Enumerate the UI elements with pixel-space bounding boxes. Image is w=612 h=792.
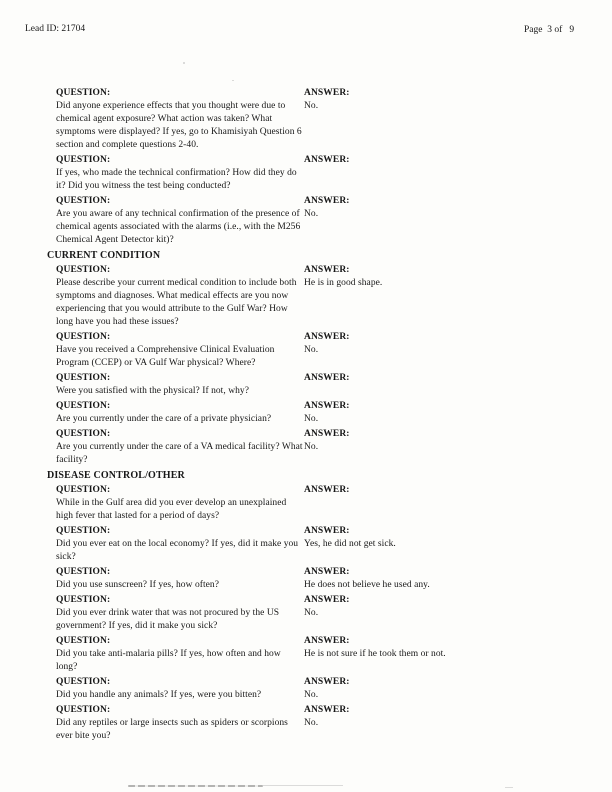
question-text: Did you ever eat on the local economy? If yes, did it make you sick? bbox=[56, 539, 299, 562]
question-column bbox=[56, 372, 303, 398]
question-label: QUESTION: bbox=[56, 595, 111, 605]
question-column bbox=[56, 428, 303, 467]
qa-row bbox=[0, 154, 612, 193]
answer-column bbox=[304, 400, 524, 426]
question-column bbox=[56, 484, 303, 523]
answer-label: ANSWER: bbox=[304, 196, 350, 206]
document-body bbox=[0, 87, 612, 745]
qa-row bbox=[0, 676, 612, 702]
question-column bbox=[56, 525, 303, 564]
question-label: QUESTION: bbox=[56, 429, 111, 439]
lead-id-text: Lead ID: 21704 bbox=[25, 24, 86, 34]
question-column bbox=[56, 566, 303, 592]
qa-row bbox=[0, 566, 612, 592]
answer-column bbox=[304, 594, 524, 633]
question-column bbox=[56, 331, 303, 370]
question-column bbox=[56, 264, 303, 329]
answer-label: ANSWER: bbox=[304, 567, 350, 577]
question-label: QUESTION: bbox=[56, 196, 111, 206]
question-column bbox=[56, 635, 303, 674]
qa-row bbox=[0, 704, 612, 743]
document-header bbox=[0, 24, 612, 40]
qa-row bbox=[0, 400, 612, 426]
answer-label: ANSWER: bbox=[304, 265, 350, 275]
question-text: Are you aware of any technical confirmation of the presence of chemical agents associated with the alarms (i.e., with the M256 Chemical Agent Detector kit)? bbox=[56, 209, 301, 245]
question-text: Did anyone experience effects that you thought were due to chemical agent exposure? What action was taken? What symptoms were displayed? If yes, go to Khamisiyah Question 6 section and complete questions 2-40. bbox=[56, 101, 302, 150]
answer-text: He is in good shape. bbox=[304, 278, 383, 288]
question-column bbox=[56, 676, 303, 702]
qa-row bbox=[0, 635, 612, 674]
question-column bbox=[56, 594, 303, 633]
qa-row bbox=[0, 331, 612, 370]
question-column bbox=[56, 704, 303, 743]
question-column bbox=[56, 400, 303, 426]
answer-label: ANSWER: bbox=[304, 401, 350, 411]
scan-artifact-speck bbox=[505, 787, 513, 788]
qa-row bbox=[0, 484, 612, 523]
answer-column bbox=[304, 428, 524, 467]
scan-artifact-speck bbox=[232, 80, 234, 81]
question-column bbox=[56, 195, 303, 247]
question-text: While in the Gulf area did you ever develop an unexplained high fever that lasted for a period of days? bbox=[56, 498, 287, 521]
scan-artifact-streak bbox=[263, 785, 343, 786]
question-label: QUESTION: bbox=[56, 88, 111, 98]
answer-label: ANSWER: bbox=[304, 677, 350, 687]
answer-column bbox=[304, 154, 524, 193]
answer-text: No. bbox=[304, 101, 319, 111]
answer-label: ANSWER: bbox=[304, 636, 350, 646]
page-number-text: Page 3 of 9 bbox=[524, 25, 575, 35]
question-label: QUESTION: bbox=[56, 636, 111, 646]
question-label: QUESTION: bbox=[56, 332, 111, 342]
question-text: Are you currently under the care of a VA medical facility? What facility? bbox=[56, 442, 303, 465]
answer-label: ANSWER: bbox=[304, 526, 350, 536]
answer-label: ANSWER: bbox=[304, 485, 350, 495]
answer-label: ANSWER: bbox=[304, 332, 350, 342]
answer-text: Yes, he did not get sick. bbox=[304, 539, 396, 549]
question-label: QUESTION: bbox=[56, 401, 111, 411]
scan-artifact-streak bbox=[128, 785, 263, 787]
answer-column bbox=[304, 704, 524, 743]
question-text: Did any reptiles or large insects such as spiders or scorpions ever bite you? bbox=[56, 718, 288, 741]
question-text: Did you handle any animals? If yes, were you bitten? bbox=[56, 690, 262, 700]
question-label: QUESTION: bbox=[56, 567, 111, 577]
question-text: Did you ever drink water that was not procured by the US government? If yes, did it make you sick? bbox=[56, 608, 280, 631]
answer-text: No. bbox=[304, 718, 319, 728]
question-column bbox=[56, 154, 303, 193]
qa-row bbox=[0, 264, 612, 329]
qa-row bbox=[0, 195, 612, 247]
scan-artifact-speck bbox=[183, 62, 185, 64]
answer-label: ANSWER: bbox=[304, 373, 350, 383]
section-title: DISEASE CONTROL/OTHER bbox=[47, 470, 185, 481]
answer-column bbox=[304, 566, 524, 592]
answer-text: No. bbox=[304, 209, 319, 219]
question-text: Please describe your current medical condition to include both symptoms and diagnoses. What medical effects are you now experiencing that you would attribute to the Gulf War? How long have you had these issues? bbox=[56, 278, 297, 327]
qa-row bbox=[0, 594, 612, 633]
question-text: If yes, who made the technical confirmation? How did they do it? Did you witness the test being conducted? bbox=[56, 168, 297, 191]
question-label: QUESTION: bbox=[56, 677, 111, 687]
answer-text: He is not sure if he took them or not. bbox=[304, 649, 446, 659]
question-label: QUESTION: bbox=[56, 265, 111, 275]
qa-row bbox=[0, 525, 612, 564]
answer-label: ANSWER: bbox=[304, 88, 350, 98]
answer-text: No. bbox=[304, 414, 319, 424]
answer-text: No. bbox=[304, 345, 319, 355]
qa-row bbox=[0, 428, 612, 467]
answer-column bbox=[304, 264, 524, 329]
question-label: QUESTION: bbox=[56, 485, 111, 495]
answer-label: ANSWER: bbox=[304, 595, 350, 605]
answer-text: No. bbox=[304, 690, 319, 700]
question-label: QUESTION: bbox=[56, 705, 111, 715]
section-title: CURRENT CONDITION bbox=[47, 250, 161, 261]
question-text: Have you received a Comprehensive Clinical Evaluation Program (CCEP) or VA Gulf War physical? Where? bbox=[56, 345, 275, 368]
question-text: Are you currently under the care of a private physician? bbox=[56, 414, 272, 424]
answer-column bbox=[304, 676, 524, 702]
answer-column bbox=[304, 195, 524, 247]
answer-label: ANSWER: bbox=[304, 429, 350, 439]
answer-text: No. bbox=[304, 442, 319, 452]
qa-row bbox=[0, 372, 612, 398]
answer-column bbox=[304, 87, 524, 152]
question-label: QUESTION: bbox=[56, 373, 111, 383]
answer-column bbox=[304, 525, 524, 564]
question-text: Were you satisfied with the physical? If not, why? bbox=[56, 386, 250, 396]
answer-column bbox=[304, 372, 524, 398]
answer-text: He does not believe he used any. bbox=[304, 580, 430, 590]
answer-column bbox=[304, 331, 524, 370]
answer-column bbox=[304, 484, 524, 523]
question-text: Did you take anti-malaria pills? If yes, how often and how long? bbox=[56, 649, 281, 672]
question-column bbox=[56, 87, 303, 152]
answer-label: ANSWER: bbox=[304, 155, 350, 165]
answer-text: No. bbox=[304, 608, 319, 618]
question-label: QUESTION: bbox=[56, 526, 111, 536]
answer-column bbox=[304, 635, 524, 674]
question-label: QUESTION: bbox=[56, 155, 111, 165]
answer-label: ANSWER: bbox=[304, 705, 350, 715]
question-text: Did you use sunscreen? If yes, how often? bbox=[56, 580, 219, 590]
qa-row bbox=[0, 87, 612, 152]
